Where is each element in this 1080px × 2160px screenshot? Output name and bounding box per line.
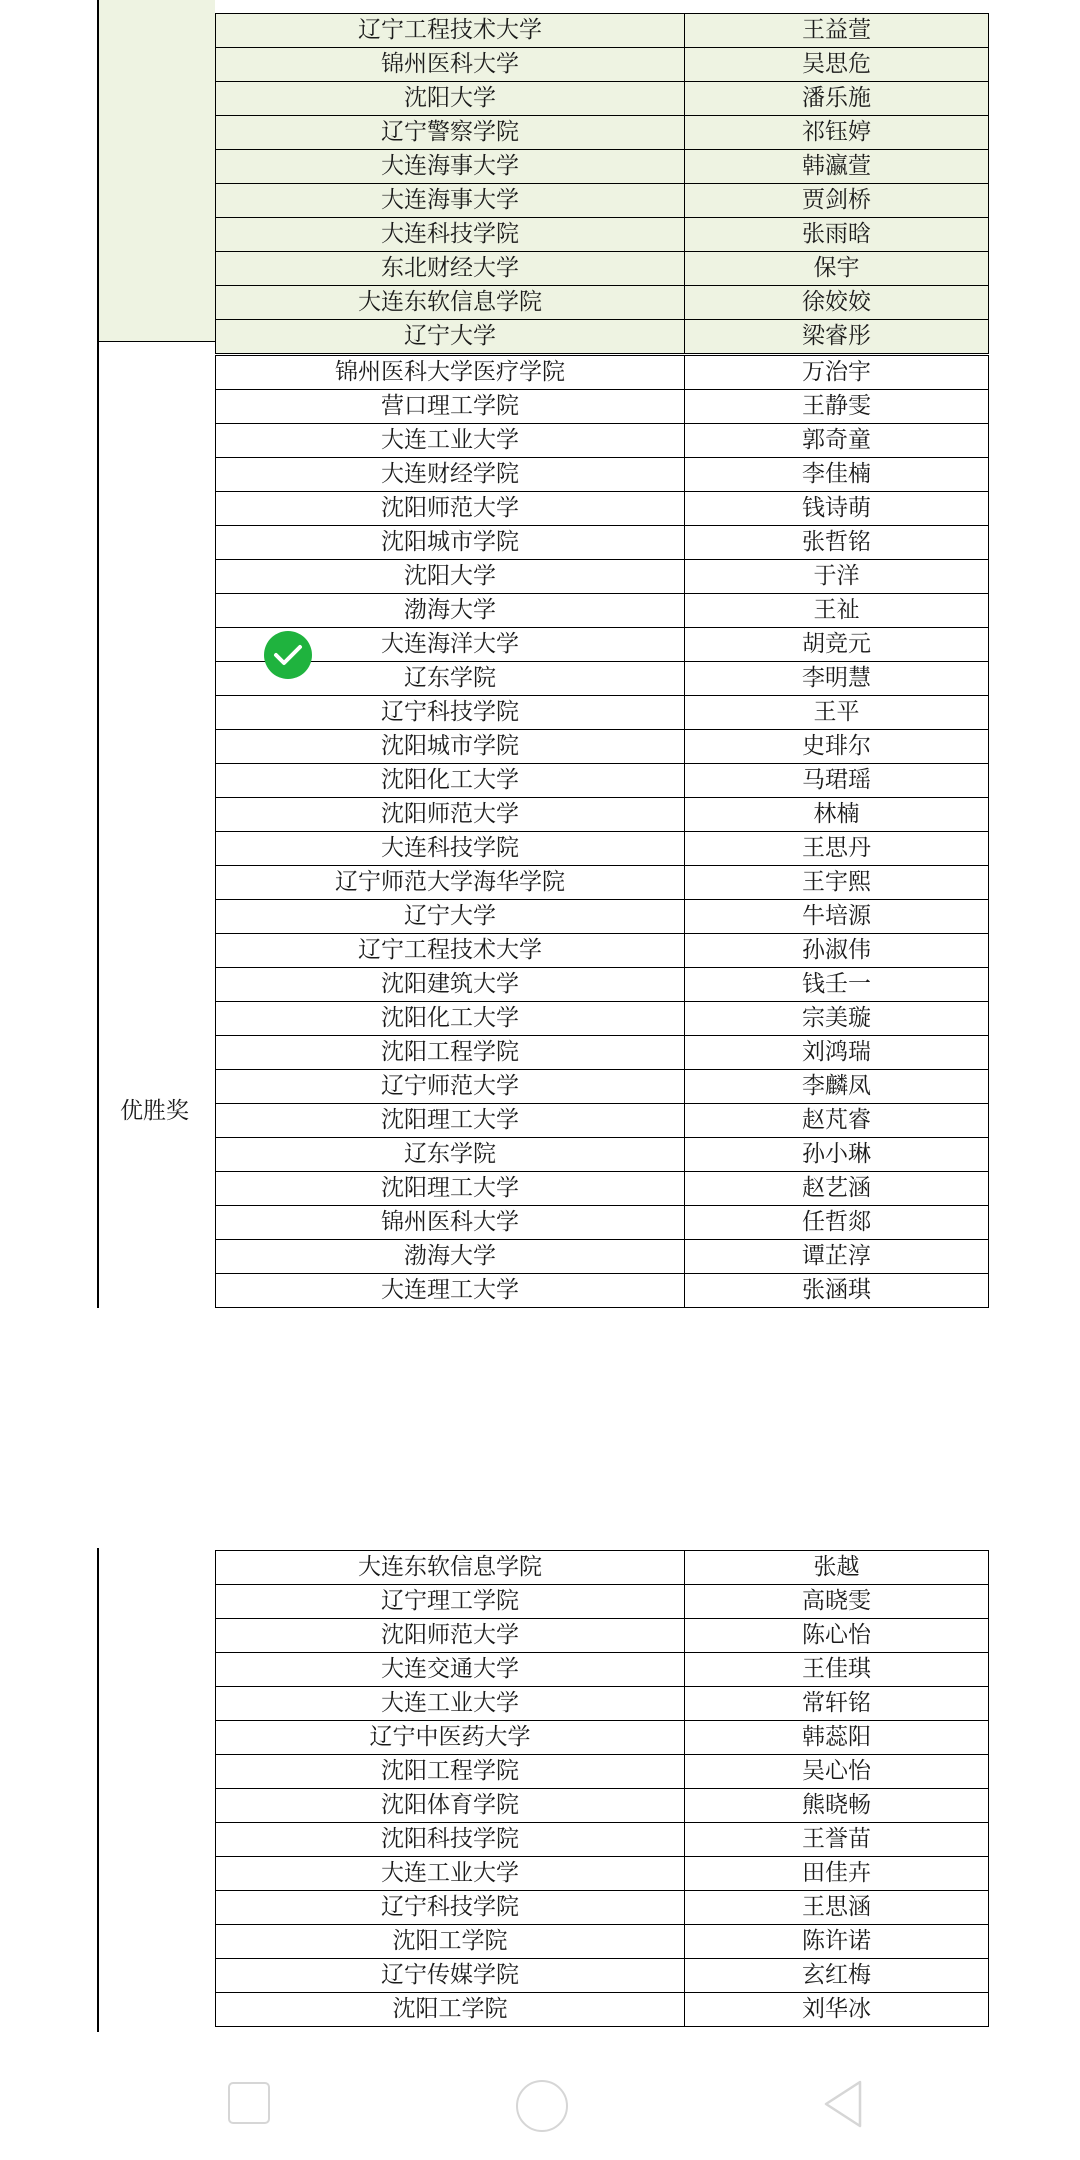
table-row xyxy=(216,14,989,48)
name-cell: 陈许诺 xyxy=(685,1925,989,1959)
school-cell: 营口理工学院 xyxy=(216,390,685,424)
table-row xyxy=(216,286,989,320)
table-row xyxy=(216,424,989,458)
navigation-bar xyxy=(0,2060,1080,2160)
school-cell: 辽宁师范大学 xyxy=(216,1070,685,1104)
school-cell: 沈阳师范大学 xyxy=(216,1619,685,1653)
name-cell: 王平 xyxy=(685,696,989,730)
school-cell: 沈阳科技学院 xyxy=(216,1823,685,1857)
school-cell: 渤海大学 xyxy=(216,1240,685,1274)
school-cell: 渤海大学 xyxy=(216,594,685,628)
school-cell: 辽宁工程技术大学 xyxy=(216,14,685,48)
school-cell: 东北财经大学 xyxy=(216,252,685,286)
continued-table xyxy=(215,1550,989,2027)
table-left-border-continued xyxy=(97,1548,99,2032)
table-row xyxy=(216,1551,989,1585)
table-row xyxy=(216,1138,989,1172)
name-cell: 王思丹 xyxy=(685,832,989,866)
school-cell: 锦州医科大学 xyxy=(216,1206,685,1240)
school-cell: 沈阳城市学院 xyxy=(216,526,685,560)
school-cell: 大连工业大学 xyxy=(216,1857,685,1891)
school-cell: 辽东学院 xyxy=(216,662,685,696)
square-icon[interactable] xyxy=(228,2082,270,2124)
school-cell: 大连科技学院 xyxy=(216,832,685,866)
school-cell: 辽宁工程技术大学 xyxy=(216,934,685,968)
table-row xyxy=(216,458,989,492)
name-cell: 李佳楠 xyxy=(685,458,989,492)
circle-icon[interactable] xyxy=(516,2080,568,2132)
table-row xyxy=(216,1036,989,1070)
school-cell: 大连海事大学 xyxy=(216,150,685,184)
name-cell: 王誉苗 xyxy=(685,1823,989,1857)
name-cell: 王静雯 xyxy=(685,390,989,424)
table-left-border xyxy=(97,0,99,1308)
school-cell: 锦州医科大学 xyxy=(216,48,685,82)
winner-table xyxy=(215,355,989,1308)
table-row xyxy=(216,662,989,696)
table-row xyxy=(216,798,989,832)
name-cell: 郭奇童 xyxy=(685,424,989,458)
highlighted-table xyxy=(215,13,989,354)
school-cell: 辽宁中医药大学 xyxy=(216,1721,685,1755)
school-cell: 辽东学院 xyxy=(216,1138,685,1172)
table-row xyxy=(216,1891,989,1925)
school-cell: 沈阳师范大学 xyxy=(216,492,685,526)
school-cell: 辽宁科技学院 xyxy=(216,1891,685,1925)
table-row xyxy=(216,730,989,764)
award-cell-highlighted xyxy=(98,0,215,342)
school-cell: 大连科技学院 xyxy=(216,218,685,252)
name-cell: 祁钰婷 xyxy=(685,116,989,150)
name-cell: 马珺瑶 xyxy=(685,764,989,798)
award-label: 优胜奖 xyxy=(120,1098,189,1124)
table-row xyxy=(216,1959,989,1993)
name-cell: 保宇 xyxy=(685,252,989,286)
school-cell: 大连理工大学 xyxy=(216,1274,685,1308)
name-cell: 钱诗萌 xyxy=(685,492,989,526)
name-cell: 胡竞元 xyxy=(685,628,989,662)
school-cell: 大连东软信息学院 xyxy=(216,1551,685,1585)
name-cell: 张雨晗 xyxy=(685,218,989,252)
name-cell: 张哲铭 xyxy=(685,526,989,560)
table-row xyxy=(216,82,989,116)
table-row xyxy=(216,934,989,968)
table-row xyxy=(216,628,989,662)
winner-table-body xyxy=(216,356,989,1308)
school-cell: 锦州医科大学医疗学院 xyxy=(216,356,685,390)
table-row xyxy=(216,764,989,798)
table-row xyxy=(216,252,989,286)
table-row xyxy=(216,116,989,150)
school-cell: 沈阳城市学院 xyxy=(216,730,685,764)
school-cell: 辽宁理工学院 xyxy=(216,1585,685,1619)
check-icon xyxy=(264,631,312,679)
school-cell: 大连交通大学 xyxy=(216,1653,685,1687)
school-cell: 辽宁科技学院 xyxy=(216,696,685,730)
name-cell: 高晓雯 xyxy=(685,1585,989,1619)
name-cell: 熊晓畅 xyxy=(685,1789,989,1823)
name-cell: 于洋 xyxy=(685,560,989,594)
name-cell: 史琲尔 xyxy=(685,730,989,764)
name-cell: 吴思危 xyxy=(685,48,989,82)
name-cell: 刘鸿瑞 xyxy=(685,1036,989,1070)
name-cell: 王祉 xyxy=(685,594,989,628)
name-cell: 玄红梅 xyxy=(685,1959,989,1993)
table-row xyxy=(216,1240,989,1274)
name-cell: 李麟凤 xyxy=(685,1070,989,1104)
name-cell: 刘华冰 xyxy=(685,1993,989,2027)
table-row xyxy=(216,696,989,730)
school-cell: 沈阳工学院 xyxy=(216,1993,685,2027)
name-cell: 常轩铭 xyxy=(685,1687,989,1721)
table-row xyxy=(216,1206,989,1240)
name-cell: 孙淑伟 xyxy=(685,934,989,968)
highlighted-table-body xyxy=(216,14,989,354)
table-row xyxy=(216,560,989,594)
table-row xyxy=(216,526,989,560)
name-cell: 牛培源 xyxy=(685,900,989,934)
school-cell: 辽宁传媒学院 xyxy=(216,1959,685,1993)
name-cell: 任哲郯 xyxy=(685,1206,989,1240)
school-cell: 沈阳体育学院 xyxy=(216,1789,685,1823)
table-row xyxy=(216,1925,989,1959)
name-cell: 王益萱 xyxy=(685,14,989,48)
table-row xyxy=(216,390,989,424)
table-row xyxy=(216,968,989,1002)
name-cell: 徐姣姣 xyxy=(685,286,989,320)
school-cell: 辽宁警察学院 xyxy=(216,116,685,150)
table-row xyxy=(216,492,989,526)
table-row xyxy=(216,1585,989,1619)
name-cell: 陈心怡 xyxy=(685,1619,989,1653)
school-cell: 沈阳工程学院 xyxy=(216,1755,685,1789)
school-cell: 大连工业大学 xyxy=(216,424,685,458)
table-row xyxy=(216,1619,989,1653)
school-cell: 辽宁大学 xyxy=(216,320,685,354)
name-cell: 王宇熙 xyxy=(685,866,989,900)
school-cell: 辽宁师范大学海华学院 xyxy=(216,866,685,900)
name-cell: 宗美璇 xyxy=(685,1002,989,1036)
school-cell: 沈阳大学 xyxy=(216,82,685,116)
table-row xyxy=(216,1070,989,1104)
name-cell: 吴心怡 xyxy=(685,1755,989,1789)
name-cell: 万治宇 xyxy=(685,356,989,390)
name-cell: 潘乐施 xyxy=(685,82,989,116)
table-row xyxy=(216,866,989,900)
triangle-back-icon[interactable] xyxy=(820,2078,866,2130)
table-row xyxy=(216,184,989,218)
name-cell: 韩蕊阳 xyxy=(685,1721,989,1755)
table-row xyxy=(216,1653,989,1687)
name-cell: 韩瀛萱 xyxy=(685,150,989,184)
name-cell: 李明慧 xyxy=(685,662,989,696)
name-cell: 王佳琪 xyxy=(685,1653,989,1687)
school-cell: 大连海事大学 xyxy=(216,184,685,218)
school-cell: 沈阳理工大学 xyxy=(216,1104,685,1138)
school-cell: 沈阳工程学院 xyxy=(216,1036,685,1070)
table-row xyxy=(216,1104,989,1138)
table-row xyxy=(216,150,989,184)
name-cell: 王思涵 xyxy=(685,1891,989,1925)
school-cell: 沈阳建筑大学 xyxy=(216,968,685,1002)
school-cell: 大连海洋大学 xyxy=(216,628,685,662)
name-cell: 田佳卉 xyxy=(685,1857,989,1891)
table-row xyxy=(216,1823,989,1857)
school-cell: 辽宁大学 xyxy=(216,900,685,934)
table-row xyxy=(216,218,989,252)
table-row xyxy=(216,832,989,866)
name-cell: 赵艺涵 xyxy=(685,1172,989,1206)
table-row xyxy=(216,1789,989,1823)
name-cell: 孙小琳 xyxy=(685,1138,989,1172)
school-cell: 沈阳工学院 xyxy=(216,1925,685,1959)
school-cell: 大连财经学院 xyxy=(216,458,685,492)
table-row xyxy=(216,320,989,354)
name-cell: 张涵琪 xyxy=(685,1274,989,1308)
table-row xyxy=(216,1274,989,1308)
school-cell: 沈阳师范大学 xyxy=(216,798,685,832)
table-row xyxy=(216,48,989,82)
name-cell: 赵芃睿 xyxy=(685,1104,989,1138)
school-cell: 大连东软信息学院 xyxy=(216,286,685,320)
name-cell: 谭芷淳 xyxy=(685,1240,989,1274)
school-cell: 沈阳化工大学 xyxy=(216,764,685,798)
table-row xyxy=(216,594,989,628)
table-row xyxy=(216,1172,989,1206)
table-row xyxy=(216,1993,989,2027)
school-cell: 大连工业大学 xyxy=(216,1687,685,1721)
school-cell: 沈阳化工大学 xyxy=(216,1002,685,1036)
table-row xyxy=(216,1002,989,1036)
table-row xyxy=(216,1687,989,1721)
continued-table-body xyxy=(216,1551,989,2027)
table-row xyxy=(216,900,989,934)
name-cell: 梁睿彤 xyxy=(685,320,989,354)
name-cell: 钱壬一 xyxy=(685,968,989,1002)
table-row xyxy=(216,1857,989,1891)
school-cell: 沈阳理工大学 xyxy=(216,1172,685,1206)
name-cell: 张越 xyxy=(685,1551,989,1585)
name-cell: 贾剑桥 xyxy=(685,184,989,218)
table-row xyxy=(216,356,989,390)
name-cell: 林楠 xyxy=(685,798,989,832)
table-row xyxy=(216,1755,989,1789)
school-cell: 沈阳大学 xyxy=(216,560,685,594)
table-row xyxy=(216,1721,989,1755)
